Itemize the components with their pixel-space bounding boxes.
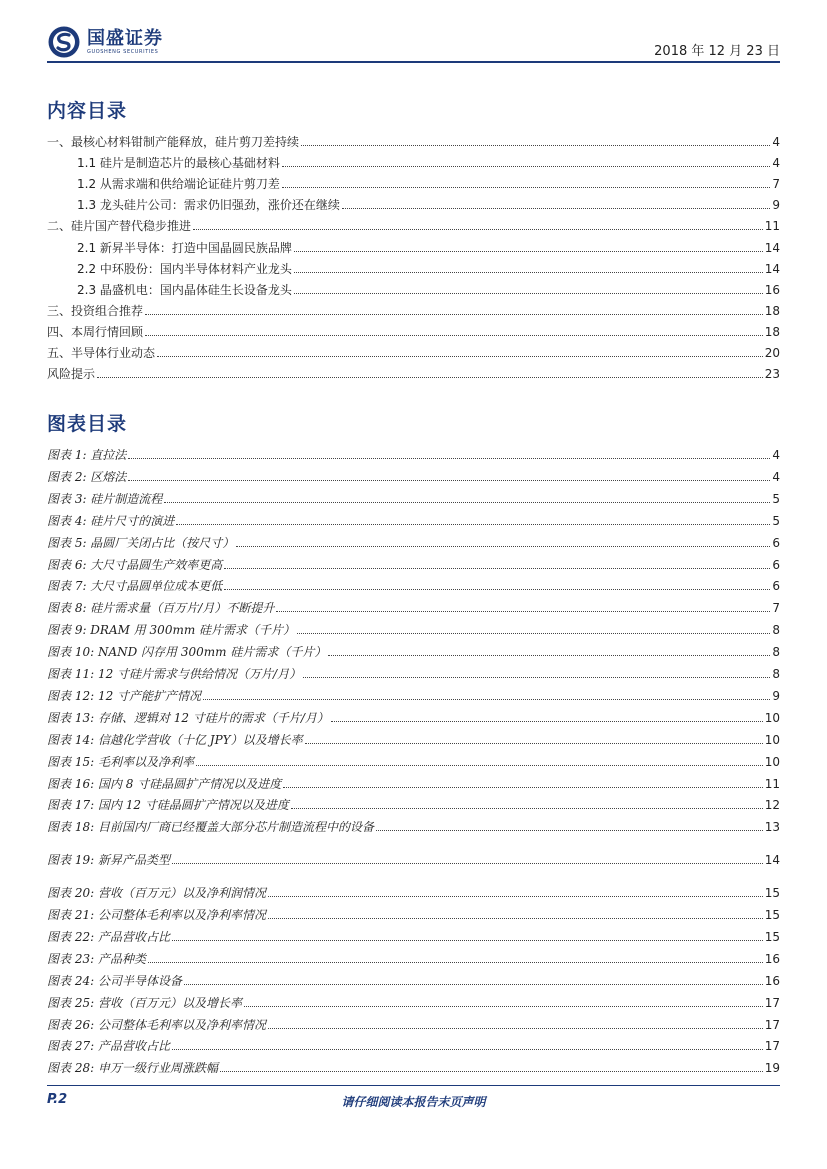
toc-entry[interactable]	[47, 575, 780, 593]
toc-entry-label: 五、半导体行业动态	[47, 346, 156, 360]
toc-entry-label: 图表 5: 晶圆厂关闭占比（按尺寸）	[47, 535, 235, 550]
toc-entry-page: 8	[772, 623, 780, 638]
footer-divider	[47, 1085, 780, 1086]
toc-entry-page: 4	[772, 156, 780, 171]
toc-entry-label: 图表 27: 产品营收占比	[47, 1039, 170, 1054]
dot-leader	[294, 292, 763, 294]
figures-title: 图表目录	[47, 413, 128, 435]
toc-entry-page: 10	[764, 710, 780, 725]
logo-english: GUOSHENG SECURITIES	[87, 48, 159, 55]
toc-entry-label: 图表 26: 公司整体毛利率以及净利率情况	[47, 1017, 266, 1032]
toc-entry[interactable]	[47, 619, 780, 637]
toc-entry-page: 15	[764, 929, 780, 944]
toc-entry-page: 10	[764, 732, 780, 747]
toc-entry-label: 1.1 硅片是制造芯片的最核心基础材料	[77, 156, 280, 171]
dot-leader	[291, 807, 763, 809]
logo-mark-icon	[47, 25, 81, 59]
toc-entry-label: 图表 22: 产品营收占比	[47, 929, 170, 944]
toc-entry-label: 图表 19: 新昇产品类型	[47, 853, 170, 868]
toc-entry-label: 图表 25: 营收（百万元）以及增长率	[47, 995, 242, 1010]
toc-entry[interactable]	[47, 904, 780, 922]
toc-entry[interactable]	[47, 1014, 780, 1032]
dot-leader	[224, 567, 770, 569]
toc-entry-label: 二、硅片国产替代稳步推进	[47, 219, 192, 234]
dot-leader	[303, 676, 770, 678]
toc-entry-page: 6	[772, 579, 780, 594]
toc-entry[interactable]	[47, 641, 780, 659]
dot-leader	[376, 829, 763, 831]
toc-entry-page: 23	[764, 367, 780, 382]
toc-entry-label: 图表 4: 硅片尺寸的演进	[47, 513, 175, 528]
toc-entry[interactable]	[47, 131, 780, 149]
toc-entry[interactable]	[47, 510, 780, 528]
dot-leader	[268, 1027, 763, 1029]
toc-entry-label: 图表 20: 营收（百万元）以及净利润情况	[47, 886, 266, 901]
toc-entry-label: 2.2 中环股份：国内半导体材料产业龙头	[77, 261, 292, 276]
toc-entry-label: 图表 10: NAND 闪存用 300mm 硅片需求（千片）	[47, 645, 327, 660]
toc-entry[interactable]	[47, 554, 780, 572]
toc-entry[interactable]	[47, 215, 780, 233]
toc-entry-label: 图表 1: 直拉法	[47, 448, 127, 462]
toc-entry[interactable]	[47, 992, 780, 1010]
toc-entry[interactable]	[47, 849, 780, 867]
toc-entry-label: 2.3 晶盛机电：国内晶体硅生长设备龙头	[77, 282, 292, 297]
toc-entry-label: 图表 9: DRAM 用 300mm 硅片需求（千片）	[47, 623, 296, 638]
toc-entry-label: 图表 6: 大尺寸晶圆生产效率更高	[47, 557, 223, 572]
dot-leader	[244, 1005, 763, 1007]
page-header	[47, 22, 780, 62]
toc-entry-page: 7	[772, 601, 780, 616]
dot-leader	[305, 742, 763, 744]
toc-entry-label: 四、本周行情回顾	[47, 324, 144, 339]
toc-entry-page: 19	[764, 1061, 780, 1076]
toc-entry-label: 图表 15: 毛利率以及净利率	[47, 754, 194, 769]
toc-entry[interactable]	[47, 948, 780, 966]
toc-entry[interactable]	[47, 152, 780, 170]
toc-entry-label: 图表 17: 国内 12 寸硅晶圆扩产情况以及进度	[47, 798, 289, 813]
dot-leader	[301, 144, 770, 146]
dot-leader	[172, 1048, 763, 1050]
toc-entry[interactable]	[47, 321, 780, 339]
toc-entry[interactable]	[47, 926, 780, 944]
toc-entry-label: 图表 24: 公司半导体设备	[47, 973, 182, 988]
toc-entry-page: 15	[764, 908, 780, 922]
toc-entry-page: 20	[764, 346, 780, 360]
company-logo	[47, 25, 163, 59]
toc-entry-page: 15	[764, 886, 780, 901]
toc-entry-page: 14	[764, 240, 780, 255]
toc-entry-page: 18	[764, 303, 780, 318]
toc-entry[interactable]	[47, 882, 780, 900]
toc-entry-page: 9	[772, 198, 780, 213]
toc-entry-page: 16	[764, 951, 780, 966]
toc-entry-page: 6	[772, 557, 780, 572]
toc-entry[interactable]	[47, 663, 780, 681]
toc-entry-label: 2.1 新昇半导体：打造中国晶圆民族品牌	[77, 240, 292, 255]
toc-entry-page: 9	[772, 688, 780, 703]
toc-entry-label: 1.3 龙头硅片公司：需求仍旧强劲，涨价还在继续	[77, 198, 340, 213]
dot-leader	[203, 698, 770, 700]
toc-entry[interactable]	[47, 466, 780, 484]
toc-entry-page: 8	[772, 667, 780, 681]
toc-entry[interactable]	[47, 970, 780, 988]
toc-entry[interactable]	[47, 597, 780, 615]
toc-entry-page: 16	[764, 282, 780, 297]
dot-leader	[145, 313, 763, 315]
toc-entry-page: 17	[764, 1017, 780, 1032]
dot-leader	[196, 764, 763, 766]
toc-entry[interactable]	[47, 173, 780, 191]
toc-entry-page: 4	[772, 469, 780, 484]
toc-entry-page: 14	[764, 261, 780, 276]
toc-entry-label: 图表 8: 硅片需求量（百万片/月）不断提升	[47, 601, 275, 616]
toc-entry-page: 17	[764, 1039, 780, 1054]
toc-entry-page: 14	[764, 853, 780, 868]
toc-entry-label: 图表 18: 目前国内厂商已经覆盖大部分芯片制造流程中的设备	[47, 820, 374, 835]
dot-leader	[268, 895, 763, 897]
toc-entry-page: 17	[764, 995, 780, 1010]
dot-leader	[236, 545, 770, 547]
toc-entry[interactable]	[47, 194, 780, 212]
disclaimer-note: 请仔细阅读本报告末页声明	[341, 1095, 486, 1109]
dot-leader	[164, 501, 770, 503]
toc-entry[interactable]	[47, 685, 780, 703]
toc-entry-page: 13	[764, 820, 780, 835]
toc-entry-label: 图表 28: 申万一级行业周涨跌幅	[47, 1061, 218, 1076]
dot-leader	[97, 376, 763, 378]
toc-entry[interactable]	[47, 279, 780, 297]
toc-entry[interactable]	[47, 816, 780, 834]
toc-entry-page: 6	[772, 535, 780, 550]
toc-entry-label: 1.2 从需求端和供给端论证硅片剪刀差	[77, 177, 280, 192]
dot-leader	[172, 862, 763, 864]
toc-entry[interactable]	[47, 1035, 780, 1053]
toc-entry[interactable]	[47, 729, 780, 747]
dot-leader	[268, 917, 763, 919]
report-date: 2018 年 12 月 23 日	[654, 44, 780, 59]
toc-entry-page: 5	[772, 513, 780, 528]
toc-entry[interactable]	[47, 751, 780, 769]
toc-entry[interactable]	[47, 444, 780, 462]
toc-entry-page: 7	[772, 177, 780, 192]
dot-leader	[184, 983, 763, 985]
toc-entry-page: 11	[764, 219, 780, 234]
contents-title: 内容目录	[47, 100, 128, 122]
dot-leader	[157, 355, 763, 357]
dot-leader	[276, 610, 770, 612]
toc-entry-label: 图表 12: 12 寸产能扩产情况	[47, 688, 202, 703]
dot-leader	[128, 457, 770, 459]
dot-leader	[176, 523, 770, 525]
toc-entry-page: 8	[772, 645, 780, 660]
toc-entry-label: 图表 11: 12 寸硅片需求与供给情况（万片/月）	[47, 667, 302, 681]
toc-entry-page: 4	[772, 448, 780, 462]
dot-leader	[282, 165, 770, 167]
toc-entry[interactable]	[47, 300, 780, 318]
toc-entry-page: 12	[764, 798, 780, 813]
toc-entry[interactable]	[47, 707, 780, 725]
toc-entry-label: 图表 21: 公司整体毛利率以及净利率情况	[47, 908, 266, 922]
dot-leader	[193, 228, 763, 230]
toc-entry-label: 图表 23: 产品种类	[47, 951, 146, 966]
toc-entry-label: 图表 3: 硅片制造流程	[47, 491, 163, 506]
dot-leader	[172, 939, 763, 941]
toc-entry-page: 16	[764, 973, 780, 988]
toc-entry-page: 18	[764, 324, 780, 339]
toc-entry-label: 风险提示	[47, 367, 96, 382]
dot-leader	[294, 250, 763, 252]
logo-name: 国盛证券	[87, 27, 163, 49]
dot-leader	[145, 334, 763, 336]
toc-entry-label: 图表 13: 存储、逻辑对 12 寸硅片的需求（千片/月）	[47, 710, 329, 725]
dot-leader	[342, 207, 770, 209]
toc-entry-label: 图表 16: 国内 8 寸硅晶圆扩产情况以及进度	[47, 776, 282, 791]
toc-entry[interactable]	[47, 488, 780, 506]
page-number: P.2	[47, 1092, 68, 1107]
dot-leader	[128, 479, 770, 481]
dot-leader	[331, 720, 763, 722]
toc-entry[interactable]	[47, 1057, 780, 1075]
toc-entry-page: 5	[772, 491, 780, 506]
dot-leader	[283, 786, 763, 788]
dot-leader	[282, 186, 770, 188]
toc-entry-label: 一、最核心材料钳制产能释放，硅片剪刀差持续	[47, 135, 300, 149]
toc-entry[interactable]	[47, 237, 780, 255]
toc-entry[interactable]	[47, 258, 780, 276]
toc-entry-label: 三、投资组合推荐	[47, 303, 144, 318]
dot-leader	[294, 271, 763, 273]
dot-leader	[220, 1070, 763, 1072]
toc-entry-page: 10	[764, 754, 780, 769]
toc-entry-label: 图表 7: 大尺寸晶圆单位成本更低	[47, 579, 223, 594]
toc-entry[interactable]	[47, 794, 780, 812]
dot-leader	[224, 588, 770, 590]
dot-leader	[297, 632, 770, 634]
toc-entry[interactable]	[47, 363, 780, 381]
toc-entry-page: 11	[764, 776, 780, 791]
toc-entry-page: 4	[772, 135, 780, 149]
toc-entry[interactable]	[47, 773, 780, 791]
toc-entry[interactable]	[47, 342, 780, 360]
dot-leader	[328, 654, 770, 656]
toc-entry-label: 图表 2: 区熔法	[47, 469, 127, 484]
toc-entry[interactable]	[47, 532, 780, 550]
toc-entry-label: 图表 14: 信越化学营收（十亿 JPY）以及增长率	[47, 732, 303, 747]
dot-leader	[148, 961, 763, 963]
header-divider	[47, 61, 780, 63]
